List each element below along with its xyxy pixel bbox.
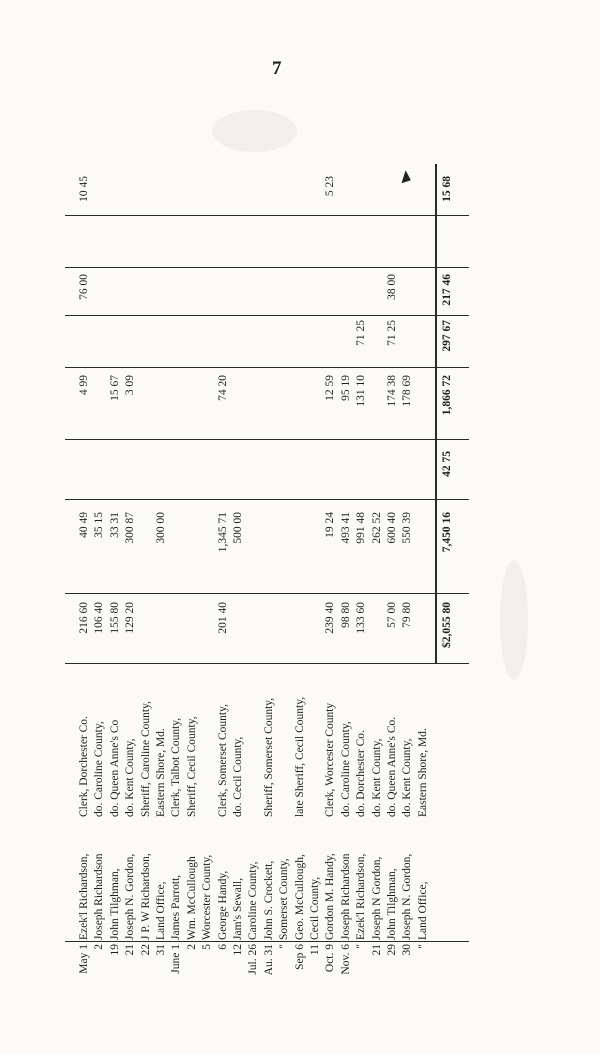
entry-description: do. Kent County, [370, 738, 383, 817]
entry-payer: Somerset County, [278, 858, 291, 940]
amount-col-1: 239 40 [324, 602, 337, 634]
entry-payer: Ezek'l Richardson, [355, 853, 368, 940]
entry-description: Sheriff, Caroline County, [139, 701, 152, 817]
entry-payer: Joseph Richardson [339, 853, 352, 940]
amount-col-2: 35 15 [93, 512, 106, 538]
entry-description: do. Dorchester Co. [355, 730, 368, 817]
column-rule [65, 663, 469, 664]
amount-col-4: 15 67 [108, 375, 121, 401]
amount-col-4: 178 69 [401, 375, 414, 407]
amount-col-4: 3 09 [124, 375, 137, 396]
entry-date: 12 [232, 944, 244, 956]
entry-date: Jul. 26 [247, 944, 260, 975]
entry-payer: John Tilghman, [386, 868, 398, 940]
amount-col-5: 71 25 [386, 320, 398, 346]
column-total: $2,055 80 [441, 602, 454, 648]
amount-col-8: 5 23 [324, 176, 337, 197]
entry-date: 6 [216, 944, 229, 950]
amount-col-2: 493 41 [339, 512, 352, 544]
amount-col-4: 74 20 [216, 375, 229, 401]
entry-date: 2 [93, 944, 106, 950]
entry-payer: John Tilghman, [108, 868, 121, 940]
amount-col-2: 991 48 [355, 512, 368, 544]
entry-payer: Joseph Richardson [93, 853, 106, 940]
entry-payer: Worcester County, [201, 854, 214, 940]
entry-date: 21 [370, 944, 383, 956]
column-rule [65, 593, 469, 594]
column-rule [65, 267, 469, 268]
total-rule [435, 164, 437, 664]
column-total: 7,450 16 [441, 512, 454, 553]
column-rule [65, 367, 469, 368]
entry-description: Eastern Shore, Md. [416, 728, 429, 817]
column-total: 42 75 [441, 451, 454, 477]
column-total: 297 67 [441, 320, 454, 352]
entry-payer: Wm. McCullough [185, 856, 198, 940]
ledger-table [55, 140, 475, 1000]
entry-description: do. Kent County, [124, 738, 137, 817]
entry-date: Oct. 9 [324, 944, 337, 973]
entry-description: Clerk, Worcester County [324, 702, 337, 817]
column-total: 217 46 [441, 274, 454, 306]
entry-payer: Joseph N Gordon, [370, 856, 383, 940]
amount-col-1: 201 40 [216, 602, 229, 634]
amount-col-2: 300 00 [155, 512, 167, 544]
amount-col-8: 10 45 [78, 176, 90, 202]
amount-col-2: 33 31 [108, 512, 121, 538]
amount-col-1: 129 20 [124, 602, 137, 634]
entry-payer: Jam's Sewall, [232, 877, 244, 940]
entry-description: do. Caroline County, [339, 721, 352, 817]
amount-col-5: 71 25 [355, 320, 368, 346]
entry-payer: Cecil County, [309, 876, 321, 940]
amount-col-6: 76 00 [78, 274, 90, 300]
entry-date: 19 [108, 944, 121, 956]
amount-col-4: 12 59 [324, 375, 337, 401]
amount-col-1: 216 60 [78, 602, 90, 634]
entry-description: Clerk, Talbot County, [170, 717, 183, 817]
entry-payer: Joseph N. Gordon, [401, 853, 414, 940]
entry-date: 21 [124, 944, 137, 956]
entry-description: do. Queen Anne's Co. [386, 716, 398, 817]
entry-payer: Land Office, [416, 881, 429, 940]
amount-col-2: 500 00 [232, 512, 244, 544]
entry-date: 30 [401, 944, 414, 956]
amount-col-6: 38 00 [386, 274, 398, 300]
entry-payer: Joseph N. Gordon, [124, 853, 137, 940]
amount-col-1: 79 80 [401, 602, 414, 628]
entry-description: do. Caroline County, [93, 721, 106, 817]
entry-date: 31 [155, 944, 167, 956]
amount-col-2: 1,345 71 [216, 512, 229, 553]
entry-payer: John S. Crockett, [262, 860, 275, 940]
entry-date: Nov. 6 [339, 944, 352, 975]
amount-col-2: 19 24 [324, 512, 337, 538]
entry-date: " [416, 944, 429, 949]
amount-col-1: 155 80 [108, 602, 121, 634]
amount-col-2: 40 49 [78, 512, 90, 538]
entry-payer: Ezek'l Richardson, [78, 853, 90, 940]
amount-col-4: 95 19 [339, 375, 352, 401]
entry-date: " [278, 944, 291, 949]
entry-payer: Geo. McCullough, [293, 854, 306, 940]
amount-col-1: 98 80 [339, 602, 352, 628]
column-rule [65, 941, 469, 942]
column-total: 1,866 72 [441, 375, 454, 416]
entry-date: 22 [139, 944, 152, 956]
amount-col-2: 300 87 [124, 512, 137, 544]
column-rule [65, 215, 469, 216]
entry-description: late Sheriff, Cecil County, [293, 696, 306, 817]
entry-payer: J P. W Richardson, [139, 853, 152, 940]
column-rule [65, 315, 469, 316]
entry-description: do. Kent County, [401, 738, 414, 817]
ink-smudge [500, 560, 528, 680]
entry-date: 2 [185, 944, 198, 950]
amount-col-2: 262 52 [370, 512, 383, 544]
page-number: 7 [272, 58, 282, 79]
amount-col-2: 550 39 [401, 512, 414, 544]
amount-col-1: 106 40 [93, 602, 106, 634]
column-rule [65, 439, 469, 440]
entry-date: Au. 31 [262, 944, 275, 976]
entry-description: Eastern Shore, Md. [155, 728, 167, 817]
entry-description: Clerk, Somerset County, [216, 704, 229, 817]
column-total: 15 68 [441, 176, 454, 202]
amount-col-4: 174 38 [386, 375, 398, 407]
entry-date: Sep 6 [293, 944, 306, 970]
entry-date: June 1 [170, 944, 183, 974]
entry-payer: James Parrott, [170, 874, 183, 940]
entry-description: Sheriff, Somerset County, [262, 697, 275, 817]
entry-payer: George Handy, [216, 870, 229, 940]
entry-description: do. Cecil County, [232, 736, 244, 817]
entry-date: 11 [309, 944, 321, 956]
entry-date: May 1 [78, 944, 90, 974]
entry-payer: Gordon M. Handy, [324, 853, 337, 940]
entry-date: " [355, 944, 368, 949]
entry-date: 29 [386, 944, 398, 956]
amount-col-1: 57 00 [386, 602, 398, 628]
entry-payer: Caroline County, [247, 861, 260, 940]
entry-payer: Land Office, [155, 881, 167, 940]
entry-description: Sheriff, Cecil County, [185, 716, 198, 817]
entry-description: do. Queen Anne's Co [108, 719, 121, 817]
amount-col-4: 131 10 [355, 375, 368, 407]
column-rule [65, 499, 469, 500]
amount-col-2: 600 40 [386, 512, 398, 544]
entry-description: Clerk, Dorchester Co. [78, 716, 90, 817]
amount-col-4: 4 99 [78, 375, 90, 396]
amount-col-1: 133 60 [355, 602, 368, 634]
entry-date: 5 [201, 944, 214, 950]
